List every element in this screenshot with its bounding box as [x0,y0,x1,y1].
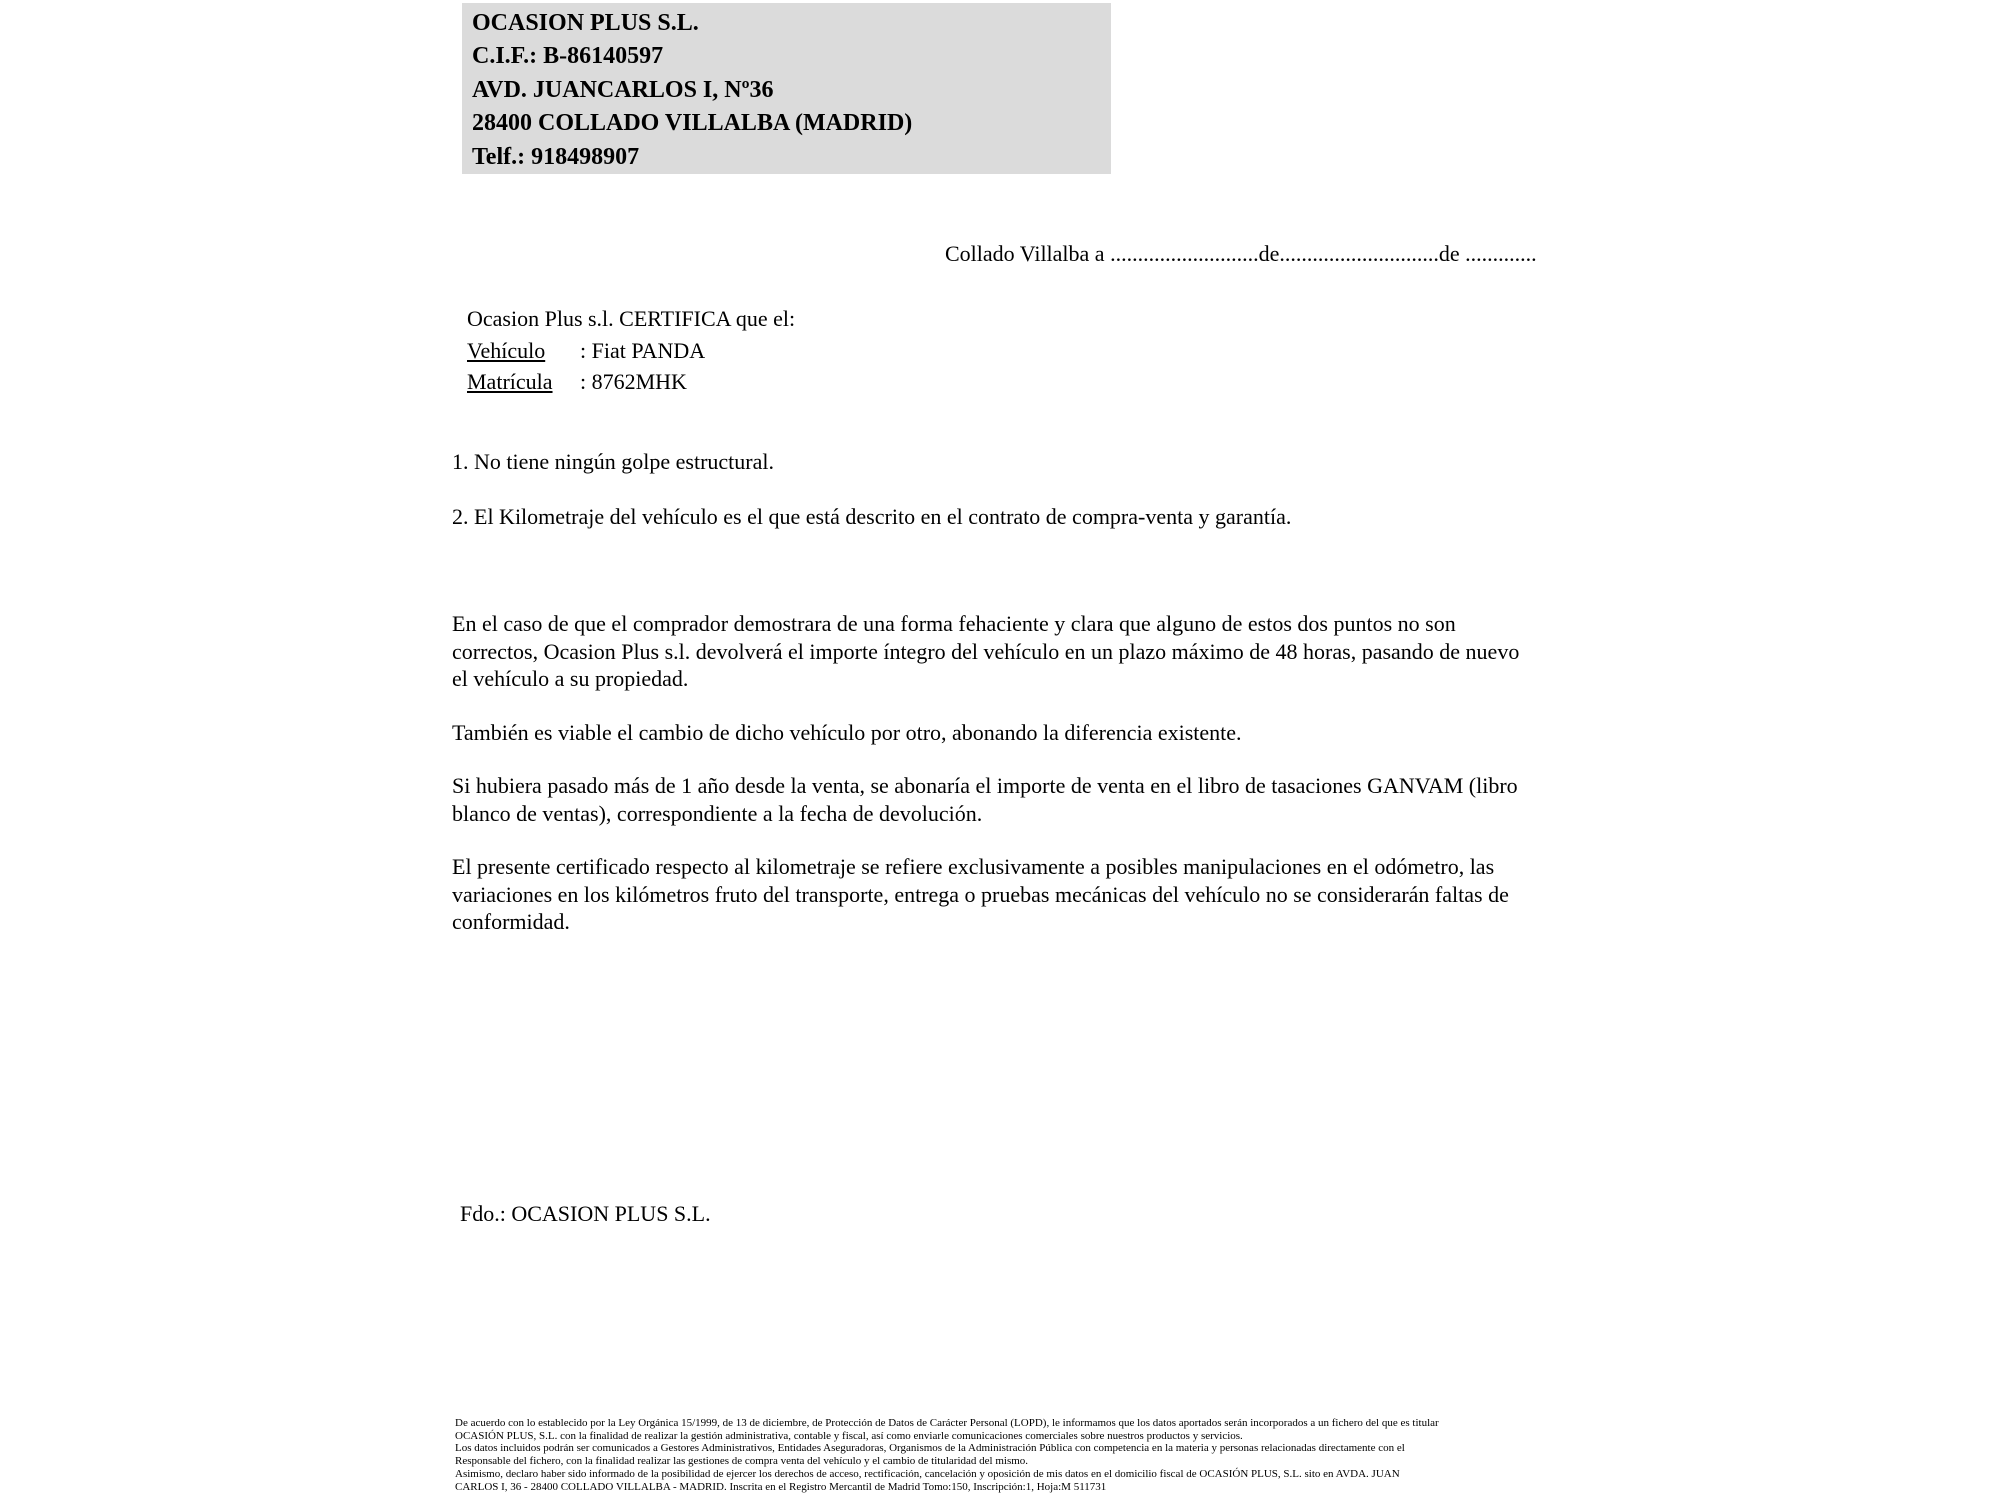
plate-row [467,366,795,398]
legal-line-2: OCASIÓN PLUS, S.L. con la finalidad de realizar la gestión administrativa, contable y fiscal, así como enviarle comunicaciones comerciales sobre nuestros productos y servicios. [455,1429,1243,1442]
company-letterhead-box [462,3,1111,174]
vehicle-label: Vehículo [467,337,546,363]
paragraph-refund: En el caso de que el comprador demostrara de una forma fehaciente y clara que alguno de estos dos puntos no son correctos, Ocasion Plus s.l. devolverá el importe íntegro del vehículo en un plazo máximo de 48 horas, pasando de nuevo el vehículo a su propiedad. [452,611,1520,691]
legal-line-3: Los datos incluidos podrán ser comunicados a Gestores Administrativos, Entidades Aseguradoras, Organismos de la Administración Pública con competencia en la materia y personas relacionadas directamente con el [455,1442,1405,1455]
condition-item-2: 2. El Kilometraje del vehículo es el que está descrito en el contrato de compra-venta y garantía. [452,504,1292,529]
legal-line-6: CARLOS I, 36 - 28400 COLLADO VILLALBA - MADRID. Inscrita en el Registro Mercantil de Madrid Tomo:150, Inscripción:1, Hoja:M 511731 [455,1480,1107,1493]
date-blank-line: Collado Villalba a ...........................de.............................de ............. [945,241,1537,266]
plate-label-cell [467,366,580,398]
legal-footer [455,1417,1439,1493]
paragraph-odometer: El presente certificado respecto al kilometraje se refiere exclusivamente a posibles manipulaciones en el odómetro, las variaciones en los kilómetros fruto del transporte, entrega o pruebas mecánicas del vehículo no se considerarán faltas de conformidad. [452,854,1509,934]
legal-line-5: Asimismo, declaro haber sido informado de la posibilidad de ejercer los derechos de acceso, rectificación, cancelación y oposición de mis datos en el domicilio fiscal de OCASIÓN PLUS, S.L. sito en AVDA. JUAN [455,1467,1400,1480]
company-address: AVD. JUANCARLOS I, Nº36 [472,76,774,103]
certify-intro: Ocasion Plus s.l. CERTIFICA que el: [467,306,796,331]
company-phone: Telf.: 918498907 [472,143,640,170]
paragraph-ganvam: Si hubiera pasado más de 1 año desde la venta, se abonaría el importe de venta en el libro de tasaciones GANVAM (libro blanco de ventas), correspondiente a la fecha de devolución. [452,773,1518,826]
condition-item-1: 1. No tiene ningún golpe estructural. [452,449,774,474]
certification-block [467,303,795,398]
company-city: 28400 COLLADO VILLALBA (MADRID) [472,110,913,137]
company-cif: C.I.F.: B-86140597 [472,43,664,70]
plate-label: Matrícula [467,369,553,394]
legal-line-4: Responsable del fichero, con la finalidad realizar las gestiones de compra venta del vehículo y el cambio de titularidad del mismo. [455,1455,1029,1468]
vehicle-row [467,335,795,367]
company-name: OCASION PLUS S.L. [472,10,699,36]
body-paragraphs [452,610,1540,962]
plate-value: : 8762MHK [580,369,687,394]
legal-line-1: De acuerdo con lo establecido por la Ley Orgánica 15/1999, de 13 de diciembre, de Protección de Datos de Carácter Personal (LOPD), le informamos que los datos aportados serán incorporados a un fichero del que es titular [455,1417,1439,1429]
vehicle-value: : Fiat PANDA [580,337,706,363]
signature-line: Fdo.: OCASION PLUS S.L. [460,1201,711,1226]
vehicle-label-cell [467,335,580,367]
paragraph-exchange: También es viable el cambio de dicho vehículo por otro, abonando la diferencia existente. [452,719,1242,745]
